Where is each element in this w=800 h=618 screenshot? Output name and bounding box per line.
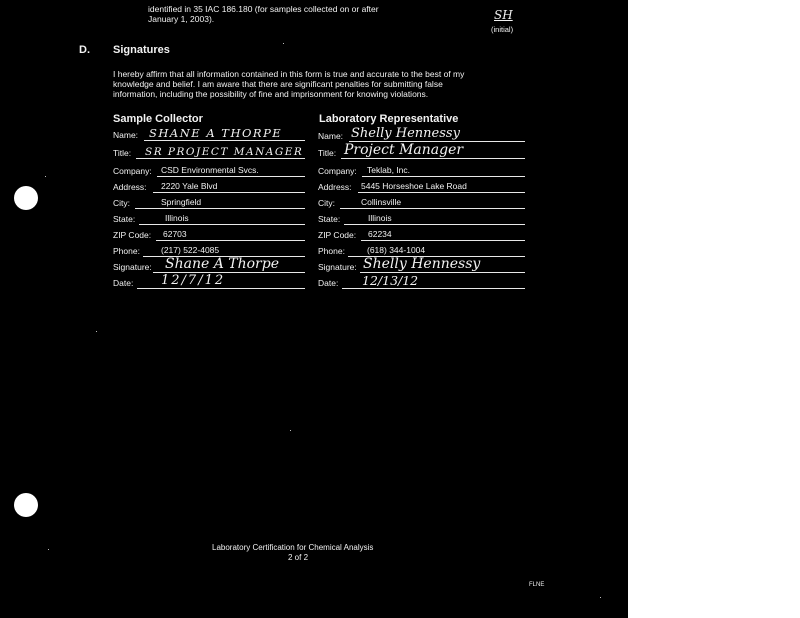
top-text-line-1: identified in 35 IAC 186.180 (for samples collected on or after xyxy=(148,4,379,14)
initials-caption: (initial) xyxy=(491,25,514,34)
collector-phone-field: Phone: (217) 522-4085 xyxy=(113,243,305,257)
collector-city-value: Springfield xyxy=(161,197,202,207)
footer-title: Laboratory Certification for Chemical Analysis xyxy=(212,543,374,552)
collector-city-field: City: Springfield xyxy=(113,195,305,209)
scan-speck xyxy=(45,176,46,177)
scan-speck xyxy=(48,549,49,550)
lab-title-field: Title: Project Manager xyxy=(318,145,525,159)
punch-hole-bottom xyxy=(14,493,38,517)
lab-signature-value: Shelly Hennessy xyxy=(363,256,481,272)
collector-signature-field: Signature: Shane A Thorpe xyxy=(113,259,305,273)
lab-title-value: Project Manager xyxy=(344,142,464,158)
lab-signature-field: Signature: Shelly Hennessy xyxy=(318,259,525,273)
section-letter: D. xyxy=(79,44,90,56)
collector-zip-value: 62703 xyxy=(163,229,187,239)
affirmation-line: information, including the possibility of fine and imprisonment for knowing violations. xyxy=(113,89,429,99)
lab-zip-field: ZIP Code: 62234 xyxy=(318,227,525,241)
lab-phone-field: Phone: (618) 344-1004 xyxy=(318,243,525,257)
collector-heading: Sample Collector xyxy=(113,113,203,125)
footer-stamp: FLNE xyxy=(529,582,545,588)
collector-state-value: Illinois xyxy=(165,213,189,223)
lab-phone-value: (618) 344-1004 xyxy=(367,245,426,255)
scan-speck xyxy=(600,597,601,598)
scan-speck xyxy=(283,43,284,44)
footer-page-number: 2 of 2 xyxy=(288,553,309,562)
lab-company-value: Teklab, Inc. xyxy=(367,165,410,175)
collector-address-field: Address: 2220 Yale Blvd xyxy=(113,179,305,193)
collector-company-value: CSD Environmental Svcs. xyxy=(161,165,259,175)
lab-state-value: Illinois xyxy=(368,213,392,223)
collector-address-value: 2220 Yale Blvd xyxy=(161,181,218,191)
collector-state-field: State: Illinois xyxy=(113,211,305,225)
collector-date-value: 12/7/12 xyxy=(161,273,226,288)
lab-name-value: Shelly Hennessy xyxy=(351,126,460,141)
lab-city-value: Collinsville xyxy=(361,197,402,207)
collector-name-value: SHANE A THORPE xyxy=(149,126,283,140)
section-title: Signatures xyxy=(113,44,170,56)
affirmation-line: knowledge and belief. I am aware that there are significant penalties for submitting false xyxy=(113,79,443,89)
affirmation-line: I hereby affirm that all information contained in this form is true and accurate to the best of my xyxy=(113,69,465,79)
lab-zip-value: 62234 xyxy=(368,229,392,239)
scan-speck xyxy=(96,331,97,332)
punch-hole-top xyxy=(14,186,38,210)
lab-address-value: 5445 Horseshoe Lake Road xyxy=(361,181,467,191)
initials-mark: SH xyxy=(494,8,513,22)
lab-address-field: Address: 5445 Horseshoe Lake Road xyxy=(318,179,525,193)
collector-date-field: Date: 12/7/12 xyxy=(113,275,305,289)
top-text-line-2: January 1, 2003). xyxy=(148,14,215,24)
scan-speck xyxy=(290,430,291,431)
collector-zip-field: ZIP Code: 62703 xyxy=(113,227,305,241)
lab-date-field: Date: 12/13/12 xyxy=(318,275,525,289)
collector-title-field: Title: SR PROJECT MANAGER xyxy=(113,146,304,158)
lab-date-value: 12/13/12 xyxy=(362,273,419,288)
lab-name-field: Name: Shelly Hennessy xyxy=(318,128,525,142)
collector-name-field: Name: SHANE A THORPE xyxy=(113,127,305,141)
collector-company-field: Company: CSD Environmental Svcs. xyxy=(113,163,305,177)
lab-company-field: Company: Teklab, Inc. xyxy=(318,163,525,177)
affirmation-paragraph xyxy=(113,69,513,99)
collector-signature-value: Shane A Thorpe xyxy=(165,256,279,272)
lab-heading: Laboratory Representative xyxy=(319,113,459,125)
collector-title-value: SR PROJECT MANAGER xyxy=(145,146,304,158)
lab-state-field: State: Illinois xyxy=(318,211,525,225)
collector-phone-value: (217) 522-4085 xyxy=(161,245,220,255)
lab-city-field: City: Collinsville xyxy=(318,195,525,209)
